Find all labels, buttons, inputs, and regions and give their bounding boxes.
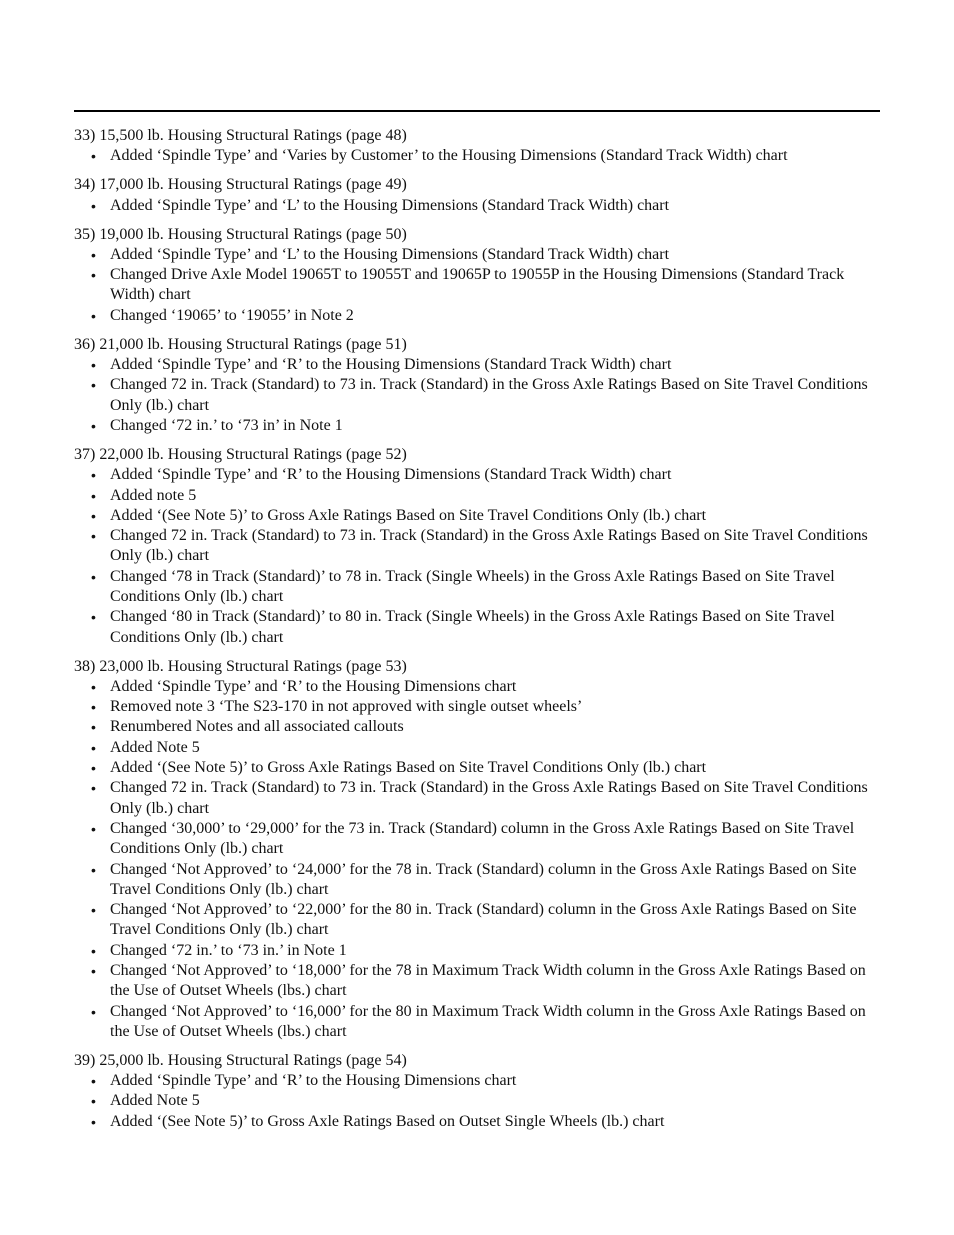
bullet-item <box>74 196 884 216</box>
bullet-icon: • <box>91 528 96 545</box>
bullet-list <box>74 465 884 648</box>
bullet-icon: • <box>91 699 96 716</box>
bullet-icon: • <box>91 357 96 374</box>
bullet-text: Added ‘Spindle Type’ and ‘R’ to the Housing Dimensions chart <box>110 677 517 695</box>
bullet-text: Added ‘Spindle Type’ and ‘L’ to the Housing Dimensions (Standard Track Width) chart <box>110 245 670 263</box>
bullet-text: Changed ‘Not Approved’ to ‘18,000’ for the 78 in Maximum Track Width column in the Gross Axle Ratings Based on the Use of Outset Wheels (lbs.) chart <box>110 962 866 1000</box>
header-rule <box>74 110 880 112</box>
bullet-icon: • <box>91 417 96 434</box>
bullet-icon: • <box>91 267 96 284</box>
bullet-item <box>74 306 884 326</box>
revision-section <box>74 657 884 1043</box>
bullet-text: Changed ‘30,000’ to ‘29,000’ for the 73 in. Track (Standard) column in the Gross Axle Ratings Based on Site Travel Conditions Only (lb.) chart <box>110 819 855 858</box>
bullet-list <box>74 355 884 436</box>
bullet-icon: • <box>91 307 96 324</box>
bullet-item <box>74 961 884 1002</box>
bullet-icon: • <box>91 719 96 736</box>
section-title: 38) 23,000 lb. Housing Structural Ratings (page 53) <box>74 657 407 675</box>
bullet-list <box>74 146 884 166</box>
bullet-item <box>74 717 884 737</box>
bullet-list <box>74 677 884 1042</box>
bullet-icon: • <box>91 507 96 524</box>
bullet-text: Added ‘(See Note 5)’ to Gross Axle Ratings Based on Outset Single Wheels (lb.) chart <box>110 1112 665 1130</box>
section-title: 39) 25,000 lb. Housing Structural Ratings (page 54) <box>74 1051 407 1069</box>
bullet-text: Added ‘(See Note 5)’ to Gross Axle Ratings Based on Site Travel Conditions Only (lb.) chart <box>110 759 707 777</box>
bullet-text: Added ‘(See Note 5)’ to Gross Axle Ratings Based on Site Travel Conditions Only (lb.) chart <box>110 506 707 524</box>
bullet-item <box>74 697 884 717</box>
bullet-item <box>74 355 884 375</box>
bullet-text: Changed 72 in. Track (Standard) to 73 in. Track (Standard) in the Gross Axle Ratings Based on Site Travel Conditions Only (lb.) chart <box>110 376 868 414</box>
bullet-text: Changed ‘80 in Track (Standard)’ to 80 in. Track (Single Wheels) in the Gross Axle Ratings Based on Site Travel Conditions Only (lb.) chart <box>110 608 835 646</box>
bullet-list <box>74 1071 884 1132</box>
bullet-text: Changed Drive Axle Model 19065T to 19055T and 19065P to 19055P in the Housing Dimensions (Standard Track Width) chart <box>110 266 845 304</box>
bullet-text: Changed ‘78 in Track (Standard)’ to 78 in. Track (Single Wheels) in the Gross Axle Ratings Based on Site Travel Conditions Only (lb.) chart <box>110 567 835 605</box>
bullet-icon: • <box>91 609 96 626</box>
bullet-text: Added ‘Spindle Type’ and ‘L’ to the Housing Dimensions (Standard Track Width) chart <box>110 196 670 214</box>
bullet-icon: • <box>91 467 96 484</box>
bullet-icon: • <box>91 1073 96 1090</box>
bullet-icon: • <box>91 1113 96 1130</box>
bullet-item <box>74 465 884 485</box>
bullet-list <box>74 196 884 216</box>
bullet-item <box>74 941 884 961</box>
bullet-item <box>74 375 884 416</box>
bullet-icon: • <box>91 246 96 263</box>
bullet-item <box>74 860 884 901</box>
bullet-text: Changed 72 in. Track (Standard) to 73 in. Track (Standard) in the Gross Axle Ratings Based on Site Travel Conditions Only (lb.) chart <box>110 779 868 817</box>
revision-section <box>74 1051 884 1132</box>
bullet-icon: • <box>91 820 96 837</box>
bullet-text: Added ‘Spindle Type’ and ‘R’ to the Housing Dimensions chart <box>110 1072 517 1090</box>
bullet-item <box>74 778 884 819</box>
section-title: 34) 17,000 lb. Housing Structural Ratings (page 49) <box>74 176 407 194</box>
revision-section <box>74 126 884 167</box>
bullet-icon: • <box>91 678 96 695</box>
bullet-text: Changed ‘Not Approved’ to ‘16,000’ for the 80 in Maximum Track Width column in the Gross Axle Ratings Based on the Use of Outset Wheels (lbs.) chart <box>110 1002 866 1040</box>
bullet-icon: • <box>91 861 96 878</box>
bullet-icon: • <box>91 780 96 797</box>
bullet-icon: • <box>91 1093 96 1110</box>
bullet-text: Added Note 5 <box>110 738 200 756</box>
bullet-icon: • <box>91 148 96 165</box>
bullet-item <box>74 146 884 166</box>
bullet-item <box>74 677 884 697</box>
section-title: 37) 22,000 lb. Housing Structural Ratings (page 52) <box>74 445 407 463</box>
bullet-item <box>74 265 884 306</box>
revision-section <box>74 225 884 326</box>
bullet-icon: • <box>91 739 96 756</box>
bullet-item <box>74 416 884 436</box>
revision-section <box>74 175 884 216</box>
bullet-item <box>74 1071 884 1091</box>
bullet-icon: • <box>91 760 96 777</box>
bullet-text: Added ‘Spindle Type’ and ‘R’ to the Housing Dimensions (Standard Track Width) chart <box>110 466 672 484</box>
bullet-icon: • <box>91 377 96 394</box>
bullet-icon: • <box>91 902 96 919</box>
bullet-item <box>74 506 884 526</box>
bullet-item <box>74 1112 884 1132</box>
bullet-icon: • <box>91 942 96 959</box>
bullet-icon: • <box>91 487 96 504</box>
bullet-text: Removed note 3 ‘The S23-170 in not approved with single outset wheels’ <box>110 698 583 716</box>
bullet-text: Changed ‘19065’ to ‘19055’ in Note 2 <box>110 306 354 324</box>
bullet-item <box>74 607 884 648</box>
bullet-item <box>74 245 884 265</box>
revision-list <box>74 126 884 1141</box>
bullet-item <box>74 1091 884 1111</box>
revision-section <box>74 445 884 648</box>
section-title: 36) 21,000 lb. Housing Structural Ratings (page 51) <box>74 335 407 353</box>
bullet-icon: • <box>91 1003 96 1020</box>
bullet-item <box>74 526 884 567</box>
bullet-item <box>74 486 884 506</box>
bullet-list <box>74 245 884 326</box>
bullet-item <box>74 819 884 860</box>
bullet-text: Changed ‘Not Approved’ to ‘24,000’ for the 78 in. Track (Standard) column in the Gross Axle Ratings Based on Site Travel Conditions Only (lb.) chart <box>110 860 857 898</box>
bullet-text: Added Note 5 <box>110 1092 200 1110</box>
bullet-item <box>74 900 884 941</box>
bullet-text: Added ‘Spindle Type’ and ‘Varies by Customer’ to the Housing Dimensions (Standard Track Width) chart <box>110 147 788 165</box>
bullet-text: Changed ‘Not Approved’ to ‘22,000’ for the 80 in. Track (Standard) column in the Gross Axle Ratings Based on Site Travel Conditions Only (lb.) chart <box>110 901 857 939</box>
bullet-text: Added note 5 <box>110 486 197 504</box>
bullet-item <box>74 738 884 758</box>
bullet-icon: • <box>91 197 96 214</box>
bullet-text: Changed 72 in. Track (Standard) to 73 in. Track (Standard) in the Gross Axle Ratings Based on Site Travel Conditions Only (lb.) chart <box>110 527 868 565</box>
section-title: 33) 15,500 lb. Housing Structural Ratings (page 48) <box>74 127 407 144</box>
bullet-item <box>74 567 884 608</box>
bullet-text: Changed ‘72 in.’ to ‘73 in’ in Note 1 <box>110 416 343 434</box>
bullet-item <box>74 758 884 778</box>
revision-section <box>74 335 884 436</box>
bullet-icon: • <box>91 963 96 980</box>
bullet-item <box>74 1002 884 1043</box>
bullet-text: Renumbered Notes and all associated callouts <box>110 718 404 736</box>
bullet-text: Changed ‘72 in.’ to ‘73 in.’ in Note 1 <box>110 941 347 959</box>
section-title: 35) 19,000 lb. Housing Structural Ratings (page 50) <box>74 225 407 243</box>
bullet-text: Added ‘Spindle Type’ and ‘R’ to the Housing Dimensions (Standard Track Width) chart <box>110 356 672 374</box>
bullet-icon: • <box>91 568 96 585</box>
